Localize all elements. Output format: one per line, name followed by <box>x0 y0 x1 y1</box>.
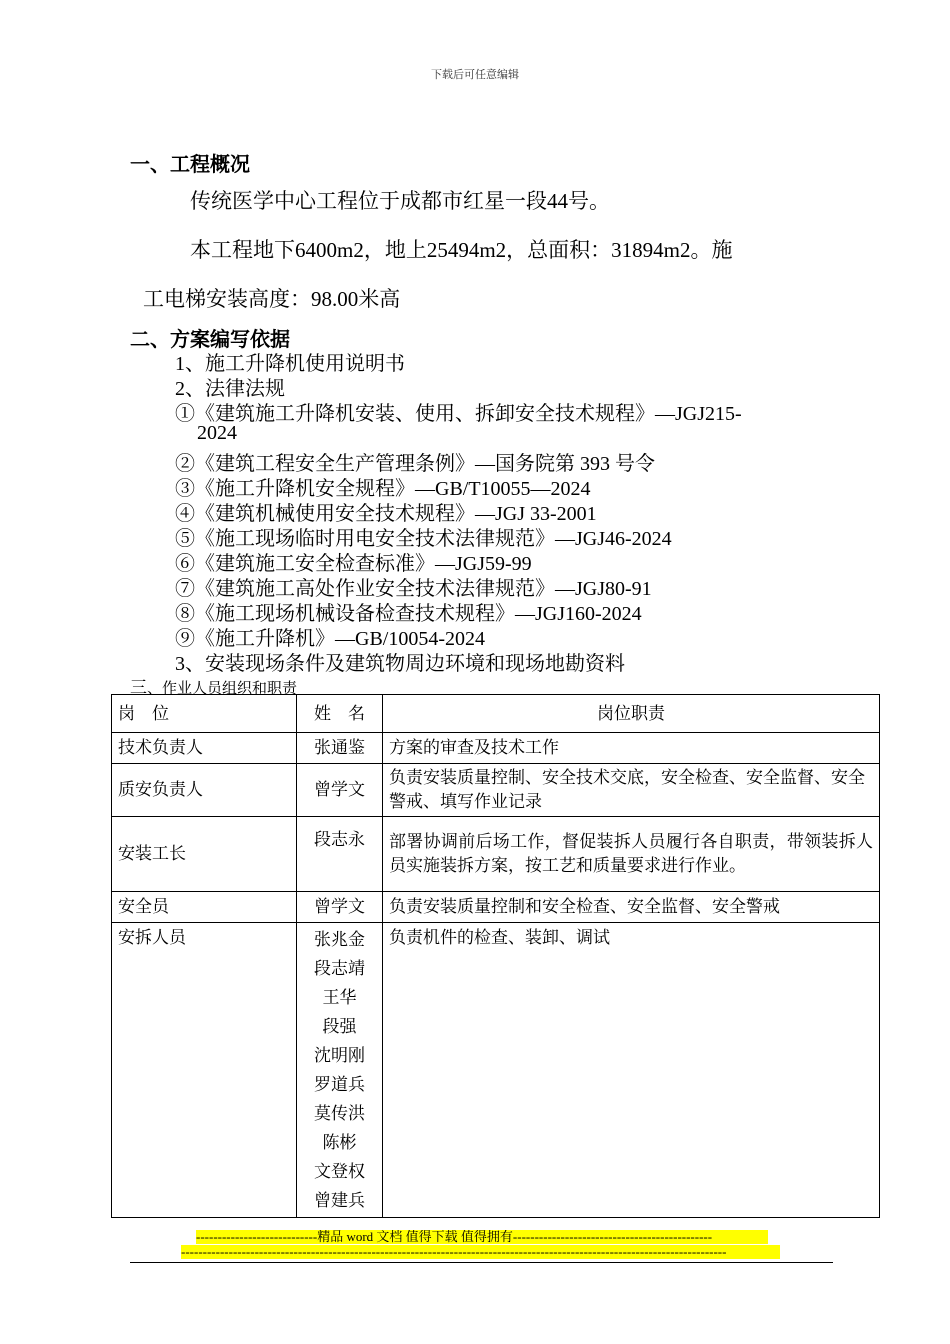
header-name: 姓 名 <box>297 695 383 733</box>
section3-title-numeral: 三 <box>130 678 147 697</box>
header-role: 岗 位 <box>112 695 297 733</box>
roles-table <box>111 694 880 1218</box>
crew-name: 莫传洪 <box>314 1104 365 1123</box>
cell-role: 安装工长 <box>112 817 297 892</box>
cell-role: 技术负责人 <box>112 733 297 764</box>
law-item: ③《施工升降机安全规程》—GB/T10055—2024 <box>175 478 591 500</box>
crew-name: 陈彬 <box>322 1133 357 1152</box>
law-item-continuation: 2024 <box>197 422 237 444</box>
section2-title: 二、方案编写依据 <box>130 327 290 351</box>
crew-name: 沈明刚 <box>314 1046 365 1065</box>
cell-name: 曾学文 <box>297 764 383 817</box>
section3-title-text: 、作业人员组织和职责 <box>147 681 298 697</box>
table-row <box>112 892 880 923</box>
section1-title: 一、工程概况 <box>130 152 250 176</box>
cell-duty: 负责机件的检查、装卸、调试 <box>383 923 880 1218</box>
cell-role: 安全员 <box>112 892 297 923</box>
crew-name: 段志靖 <box>314 959 365 978</box>
table-row <box>112 817 880 892</box>
section1-para2a: 本工程地下6400m2，地上25494m2，总面积：31894m2。施 <box>190 238 733 262</box>
law-item: ⑤《施工现场临时用电安全技术法律规范》—JGJ46-2024 <box>175 528 672 550</box>
crew-name: 罗道兵 <box>314 1075 365 1094</box>
crew-name: 文登权 <box>314 1162 365 1181</box>
law-item: ⑨《施工升降机》—GB/10054-2024 <box>175 628 485 650</box>
law-item: ①《建筑施工升降机安装、使用、拆卸安全技术规程》—JGJ215- <box>175 403 742 425</box>
header-note: 下载后可任意编辑 <box>431 69 519 81</box>
cell-name: 曾学文 <box>297 892 383 923</box>
header-duty: 岗位职责 <box>383 695 880 733</box>
crew-name: 段强 <box>322 1017 357 1036</box>
section2-item2: 2、法律法规 <box>175 378 285 400</box>
crew-name: 王华 <box>322 988 357 1007</box>
law-item: ⑧《施工现场机械设备检查技术规程》—JGJ160-2024 <box>175 603 642 625</box>
cell-duty: 方案的审查及技术工作 <box>383 733 880 764</box>
cell-duty: 负责安装质量控制和安全检查、安全监督、安全警戒 <box>383 892 880 923</box>
law-item: ②《建筑工程安全生产管理条例》—国务院第 393 号令 <box>175 453 655 475</box>
section2-item3: 3、安装现场条件及建筑物周边环境和现场地勘资料 <box>175 653 625 675</box>
crew-name: 曾建兵 <box>314 1191 365 1210</box>
footer-banner-line1: ----------------------------精品 word 文档 值得下载 值得拥有---------------------------------------------- <box>196 1230 768 1244</box>
section2-item1: 1、施工升降机使用说明书 <box>175 353 405 375</box>
section1-para1: 传统医学中心工程位于成都市红星一段44号。 <box>190 189 610 213</box>
table-row <box>112 733 880 764</box>
cell-name: 段志永 <box>297 817 383 892</box>
table-row <box>112 764 880 817</box>
footer-banner-line2: ------------------------------------------------------------------------------------------------------------------------------ <box>181 1245 780 1259</box>
footer-rule <box>130 1262 833 1263</box>
table-header-row <box>112 695 880 733</box>
law-item: ④《建筑机械使用安全技术规程》—JGJ 33-2001 <box>175 503 597 525</box>
cell-names <box>297 923 383 1218</box>
table-row <box>112 923 880 1218</box>
cell-name: 张通鉴 <box>297 733 383 764</box>
cell-duty: 负责安装质量控制、安全技术交底，安全检查、安全监督、安全警戒、填写作业记录 <box>383 764 880 817</box>
law-item: ⑦《建筑施工高处作业安全技术法律规范》—JGJ80-91 <box>175 578 652 600</box>
cell-role: 安拆人员 <box>112 923 297 1218</box>
law-item: ⑥《建筑施工安全检查标准》—JGJ59-99 <box>175 553 532 575</box>
section1-para2b: 工电梯安装高度：98.00米高 <box>143 287 401 311</box>
cell-duty: 部署协调前后场工作，督促装拆人员履行各自职责，带领装拆人员实施装拆方案，按工艺和质量要求进行作业。 <box>383 817 880 892</box>
cell-role: 质安负责人 <box>112 764 297 817</box>
crew-name: 张兆金 <box>314 930 365 949</box>
